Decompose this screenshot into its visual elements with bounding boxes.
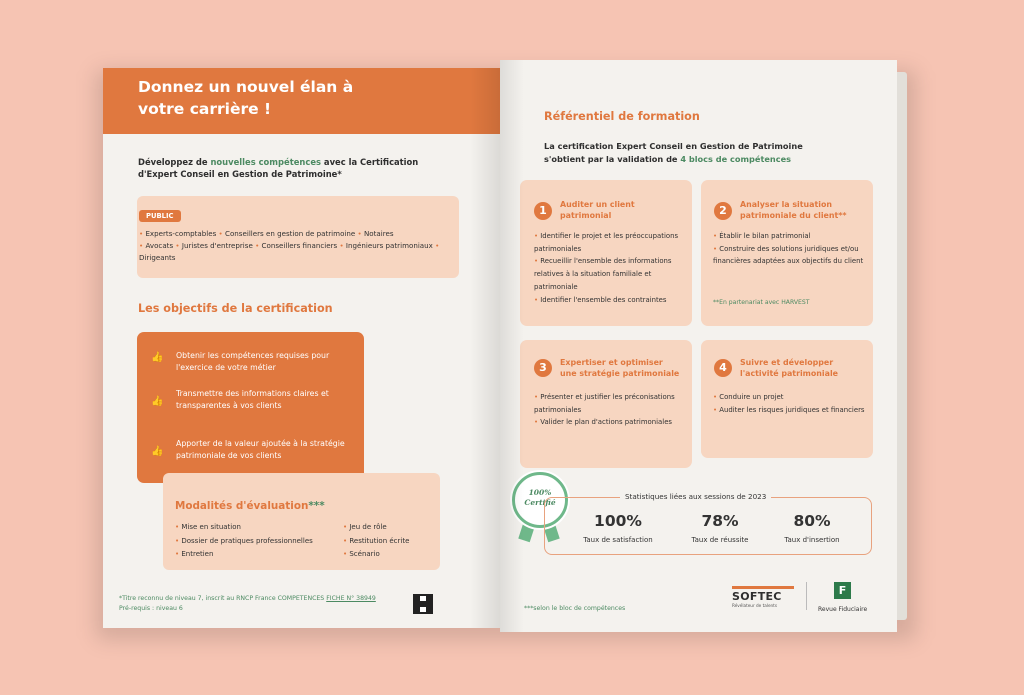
evaluation-item: • Jeu de rôle bbox=[343, 523, 387, 531]
seal-text: 100% Certifié bbox=[524, 488, 556, 507]
qr-code-icon bbox=[413, 594, 433, 614]
public-item: Juristes d'entreprise bbox=[181, 241, 253, 250]
public-badge: PUBLIC bbox=[139, 210, 181, 222]
objective-text: Transmettre des informations claires et transparentes à vos clients bbox=[176, 389, 329, 410]
hero-title: Donnez un nouvel élan à votre carrière ! bbox=[138, 78, 354, 118]
public-item: Experts-comptables bbox=[145, 229, 217, 238]
stat-label: Taux de réussite bbox=[691, 536, 749, 544]
stat-label: Taux d'insertion bbox=[784, 536, 840, 544]
softec-logo: SOFTEC Révélateur de talents bbox=[732, 586, 794, 608]
left-page bbox=[103, 68, 500, 628]
public-item: Ingénieurs patrimoniaux bbox=[345, 241, 433, 250]
thumbs-up-icon: 👍 bbox=[151, 396, 164, 407]
rncp-link[interactable]: FICHE N° 38949 bbox=[326, 595, 376, 602]
referentiel-intro: La certification Expert Conseil en Gestion de Patrimoine s'obtient par la validation de 4 blocs de compétences bbox=[544, 141, 803, 164]
referentiel-highlight: 4 blocs de compétences bbox=[680, 153, 792, 164]
logo-divider bbox=[806, 582, 807, 610]
hero-banner bbox=[103, 68, 500, 134]
page-edge bbox=[897, 72, 907, 620]
block-number: 1 bbox=[534, 202, 552, 220]
thumbs-up-icon: 👍 bbox=[151, 446, 164, 457]
objectives-title: Les objectifs de la certification bbox=[138, 302, 333, 315]
referentiel-title: Référentiel de formation bbox=[544, 110, 700, 123]
public-item: Conseillers en gestion de patrimoine bbox=[225, 229, 356, 238]
evaluation-item: • Dossier de pratiques professionnelles bbox=[175, 536, 313, 545]
objectives-box bbox=[137, 332, 364, 483]
intro-prefix: Développez de bbox=[138, 157, 211, 167]
block-number: 3 bbox=[534, 359, 552, 377]
block-title: Expertiser et optimiser une stratégie patrimoniale bbox=[560, 358, 680, 378]
evaluation-item: • Entretien bbox=[175, 550, 214, 558]
intro-highlight: nouvelles compétences bbox=[210, 157, 321, 167]
block-title: Suivre et développer l'activité patrimoniale bbox=[740, 358, 839, 378]
evaluation-item: • Scénario bbox=[343, 550, 380, 558]
block-list: • Conduire un projet • Auditer les risques juridiques et financiers bbox=[713, 393, 865, 414]
public-item: Notaires bbox=[363, 229, 394, 238]
intro-suffix: avec la Certification d'Expert Conseil en Gestion de Patrimoine* bbox=[138, 157, 419, 179]
block-list: • Présenter et justifier les préconisations patrimoniales • Valider le plan d'actions patrimoniales bbox=[534, 393, 675, 427]
block-list: • Établir le bilan patrimonial • Construire des solutions juridiques et/ou financières adaptées aux objectifs du client bbox=[713, 232, 864, 266]
stat-value: 100% bbox=[594, 512, 642, 530]
public-list: • Experts-comptables • Conseillers en gestion de patrimoine • Notaires • Avocats • Juristes d'entreprise • Conseillers financiers • Ingénieurs patrimoniaux • Dirigeants bbox=[139, 229, 440, 262]
revue-fiduciaire-name: Revue Fiduciaire bbox=[818, 606, 868, 613]
block-number: 2 bbox=[714, 202, 732, 220]
right-page bbox=[500, 60, 897, 632]
thumbs-up-icon: 👍 bbox=[151, 352, 164, 363]
public-item: Conseillers financiers bbox=[261, 241, 338, 250]
block-number: 4 bbox=[714, 359, 732, 377]
evaluation-title-text: Modalités d'évaluation bbox=[175, 500, 309, 512]
spine-shading-right bbox=[500, 60, 524, 632]
left-footnote: *Titre reconnu de niveau 7, inscrit au RNCP France COMPETENCES FICHE N° 38949 Pré-requis : niveau 6 bbox=[119, 595, 376, 612]
block-list: • Identifier le projet et les préoccupations patrimoniales • Recueillir l'ensemble des informations relatives à la situation familiale et patrimoniale • Identifier l'ensemble des contraintes bbox=[534, 232, 679, 304]
spine-shading-left bbox=[470, 68, 500, 628]
evaluation-item: • Mise en situation bbox=[175, 523, 241, 531]
evaluation-title bbox=[175, 500, 325, 512]
evaluation-col-1 bbox=[175, 521, 313, 562]
stats-title: Statistiques liées aux sessions de 2023 bbox=[620, 492, 771, 501]
public-item: Avocats bbox=[145, 241, 174, 250]
right-footnote: ***selon le bloc de compétences bbox=[524, 605, 626, 612]
evaluation-col-2 bbox=[343, 521, 409, 562]
partner-note: **En partenariat avec HARVEST bbox=[713, 299, 810, 306]
evaluation-item: • Restitution écrite bbox=[343, 536, 410, 545]
revue-fiduciaire-logo-icon: F bbox=[834, 582, 851, 599]
objective-text: Obtenir les compétences requises pour l'exercice de votre métier bbox=[176, 351, 330, 372]
block-title: Auditer un client patrimonial bbox=[560, 200, 635, 220]
evaluation-title-mark: *** bbox=[308, 500, 325, 512]
public-item: Dirigeants bbox=[139, 253, 176, 262]
stat-value: 80% bbox=[793, 512, 831, 530]
block-title: Analyser la situation patrimoniale du client** bbox=[740, 200, 847, 220]
objective-text: Apporter de la valeur ajoutée à la stratégie patrimoniale de vos clients bbox=[176, 439, 345, 460]
intro-text bbox=[138, 156, 438, 180]
stat-value: 78% bbox=[701, 512, 739, 530]
stat-label: Taux de satisfaction bbox=[583, 536, 653, 544]
